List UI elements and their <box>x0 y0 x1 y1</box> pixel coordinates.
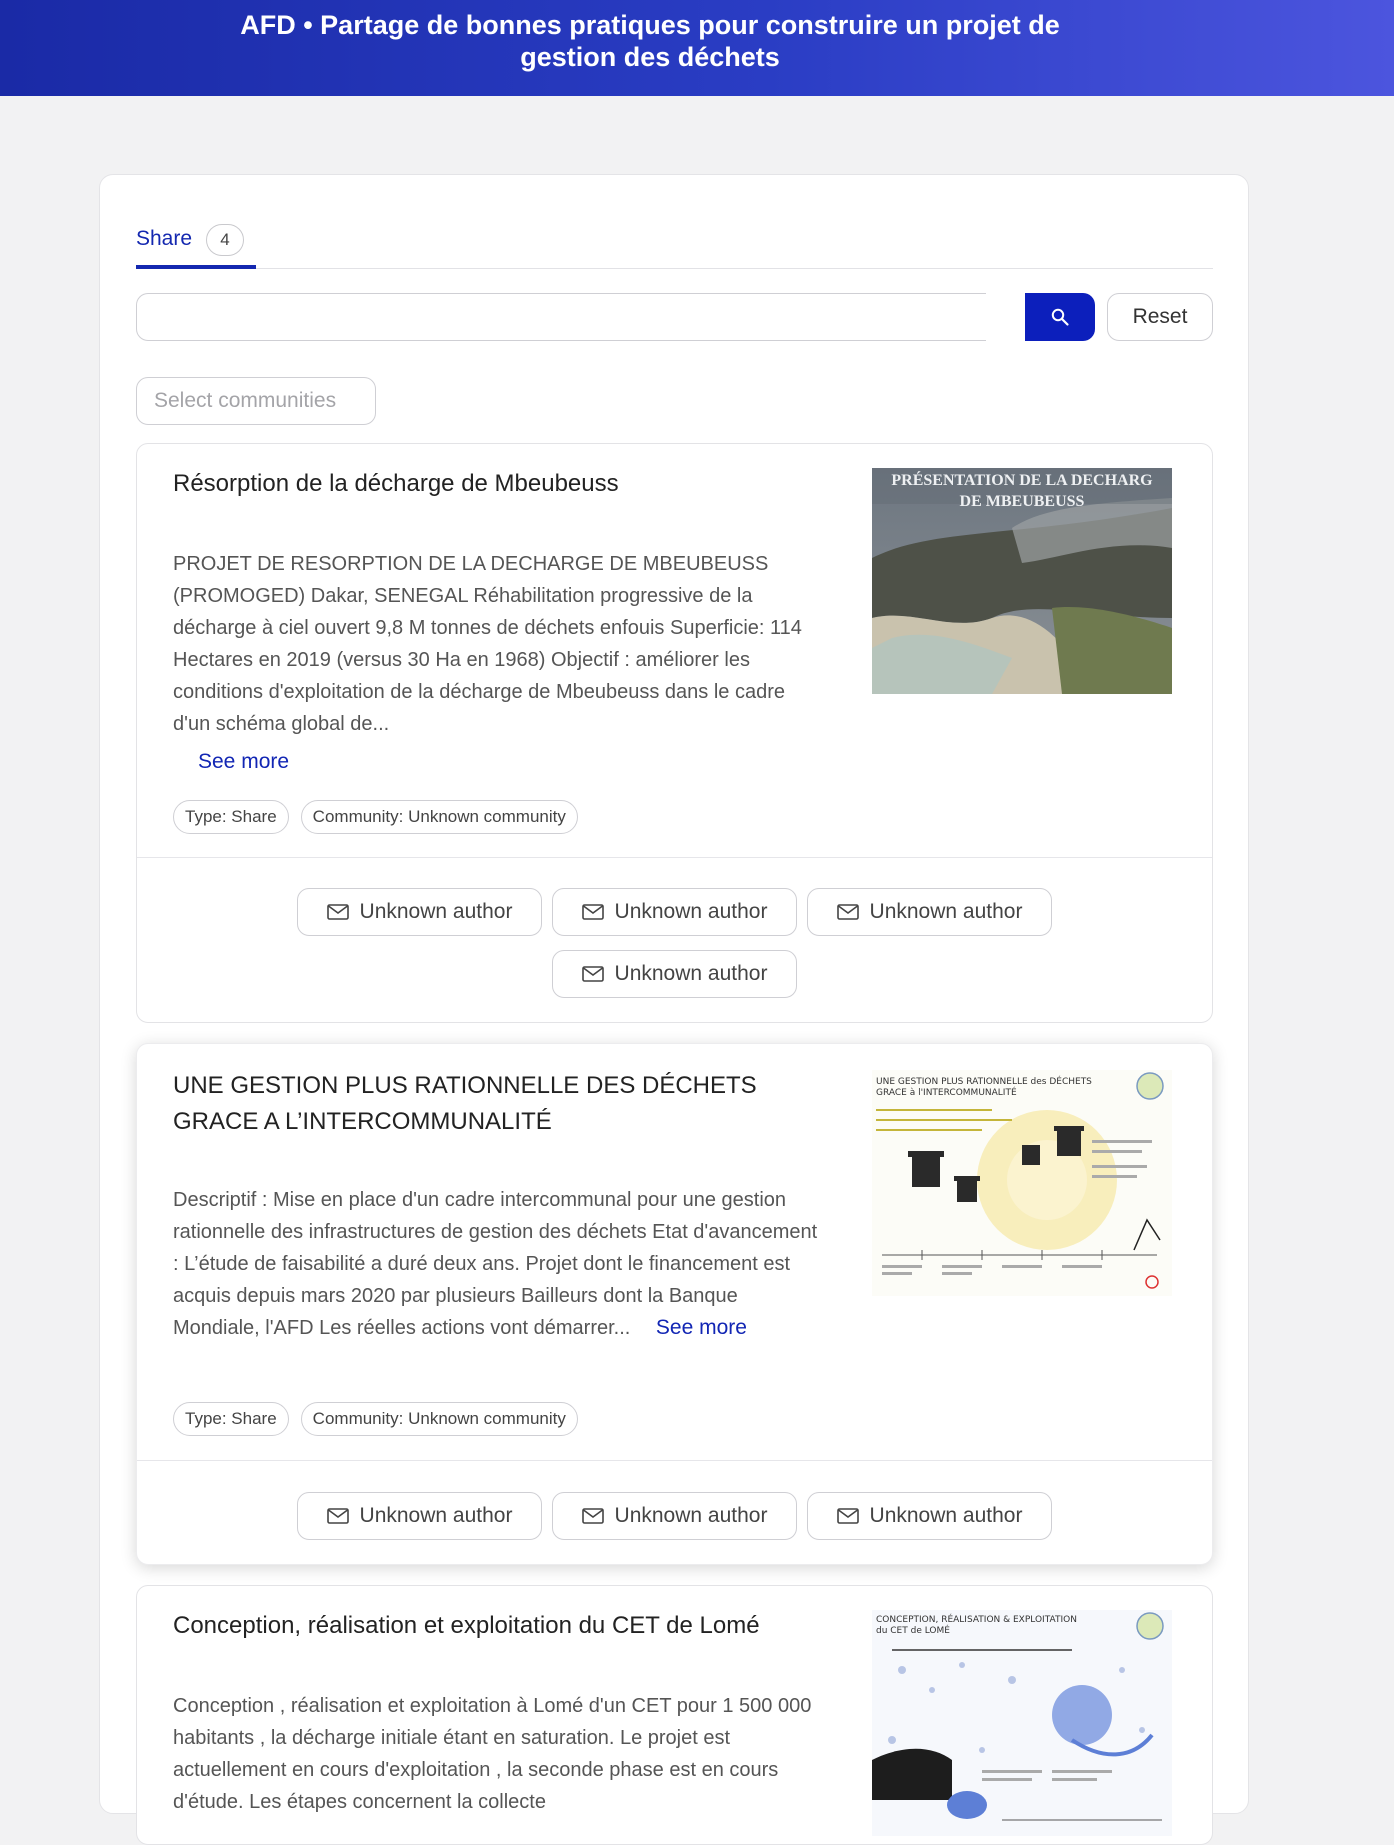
card-description-text: PROJET DE RESORPTION DE LA DECHARGE DE MBEUBEUSS (PROMOGED) Dakar, SENEGAL Réhabilitation progressive de la décharge à ciel ouvert 9,8 M tonnes de déchets enfouis Superficie: 114 Hectares en 2019 (versus 30 Ha en 1968) Objectif : améliorer les conditions d'exploitation de la décharge de Mbeubeuss dans le cadre d'un schéma global de... <box>173 553 802 735</box>
author-name: Unknown author <box>359 900 513 923</box>
author-button[interactable] <box>552 888 797 936</box>
page-title: AFD • Partage de bonnes pratiques pour construire un projet de gestion des déchets <box>240 10 1060 72</box>
search-icon <box>1051 308 1069 326</box>
card-title[interactable]: UNE GESTION PLUS RATIONNELLE DES DÉCHETS GRACE A L’INTERCOMMUNALITÉ <box>173 1072 757 1135</box>
image-caption: GRACE à l'INTERCOMMUNALITÉ <box>876 1088 1017 1098</box>
card-description <box>173 1690 823 1818</box>
see-more-link[interactable]: See more <box>655 1316 747 1339</box>
tab-bar <box>136 215 1213 269</box>
card-divider <box>137 857 1212 858</box>
top-bar <box>0 0 1394 96</box>
search-button[interactable] <box>1025 293 1095 341</box>
image-caption: DE MBEUBEUSS <box>959 493 1085 510</box>
author-name: Unknown author <box>869 1504 1023 1527</box>
author-button[interactable] <box>297 888 542 936</box>
author-list <box>137 888 1212 1012</box>
card-image[interactable] <box>872 1610 1172 1836</box>
tag-list <box>173 1402 590 1436</box>
mail-icon <box>327 1508 349 1524</box>
author-name: Unknown author <box>614 1504 768 1527</box>
author-button[interactable] <box>552 950 797 998</box>
mail-icon <box>582 966 604 982</box>
author-button[interactable] <box>807 888 1052 936</box>
author-name: Unknown author <box>614 900 768 923</box>
card-image[interactable] <box>872 468 1172 694</box>
reset-button[interactable]: Reset <box>1107 293 1213 341</box>
mail-icon <box>582 1508 604 1524</box>
author-list <box>137 1492 1212 1554</box>
card-image[interactable] <box>872 1070 1172 1296</box>
image-caption: UNE GESTION PLUS RATIONNELLE des DÉCHETS <box>876 1077 1092 1087</box>
image-caption: CONCEPTION, RÉALISATION & EXPLOITATION <box>876 1615 1077 1625</box>
tab-share-label: Share <box>136 227 193 250</box>
share-card <box>136 443 1213 1023</box>
communities-select[interactable]: Select communities <box>136 377 376 425</box>
author-button[interactable] <box>807 1492 1052 1540</box>
community-tag: Community: Unknown community <box>301 1402 578 1436</box>
card-description <box>173 1184 823 1344</box>
card-title[interactable]: Conception, réalisation et exploitation du CET de Lomé <box>173 1612 760 1639</box>
author-name: Unknown author <box>359 1504 513 1527</box>
image-caption: du CET de LOMÉ <box>876 1626 950 1636</box>
sketchnote-illustration <box>872 1070 1172 1296</box>
image-caption: PRÉSENTATION DE LA DECHARG <box>891 472 1153 489</box>
share-card <box>136 1585 1213 1845</box>
community-tag: Community: Unknown community <box>301 800 578 834</box>
author-name: Unknown author <box>869 900 1023 923</box>
author-button[interactable] <box>297 1492 542 1540</box>
main-panel <box>99 174 1249 1814</box>
type-tag: Type: Share <box>173 800 289 834</box>
mail-icon <box>837 904 859 920</box>
tag-list <box>173 800 590 834</box>
card-description-text: Descriptif : Mise en place d'un cadre intercommunal pour une gestion rationnelle des infrastructures de gestion des déchets Etat d'avancement : L’étude de faisabilité a duré deux ans. Projet dont le financement est acquis depuis mars 2020 par plusieurs Bailleurs dont la Banque Mondiale, l'AFD Les réelles actions vont démarrer... <box>173 1189 818 1339</box>
card-description-text: Conception , réalisation et exploitation à Lomé d'un CET pour 1 500 000 habitants , la décharge initiale étant en saturation. Le projet est actuellement en cours d'exploitation , la seconde phase est en cours d'étude. Les étapes concernent la collecte <box>173 1695 812 1813</box>
sketchnote-illustration <box>872 1610 1172 1836</box>
mail-icon <box>837 1508 859 1524</box>
author-name: Unknown author <box>614 962 768 985</box>
landfill-photo <box>872 468 1172 694</box>
tab-share[interactable] <box>136 215 256 269</box>
search-input[interactable] <box>136 293 986 341</box>
type-tag: Type: Share <box>173 1402 289 1436</box>
mail-icon <box>582 904 604 920</box>
author-button[interactable] <box>552 1492 797 1540</box>
tab-share-count-badge: 4 <box>206 224 244 256</box>
card-title[interactable]: Résorption de la décharge de Mbeubeuss <box>173 470 619 497</box>
card-description <box>173 548 823 778</box>
share-card <box>136 1043 1213 1565</box>
see-more-link[interactable]: See more <box>198 750 290 773</box>
card-divider <box>137 1460 1212 1461</box>
mail-icon <box>327 904 349 920</box>
